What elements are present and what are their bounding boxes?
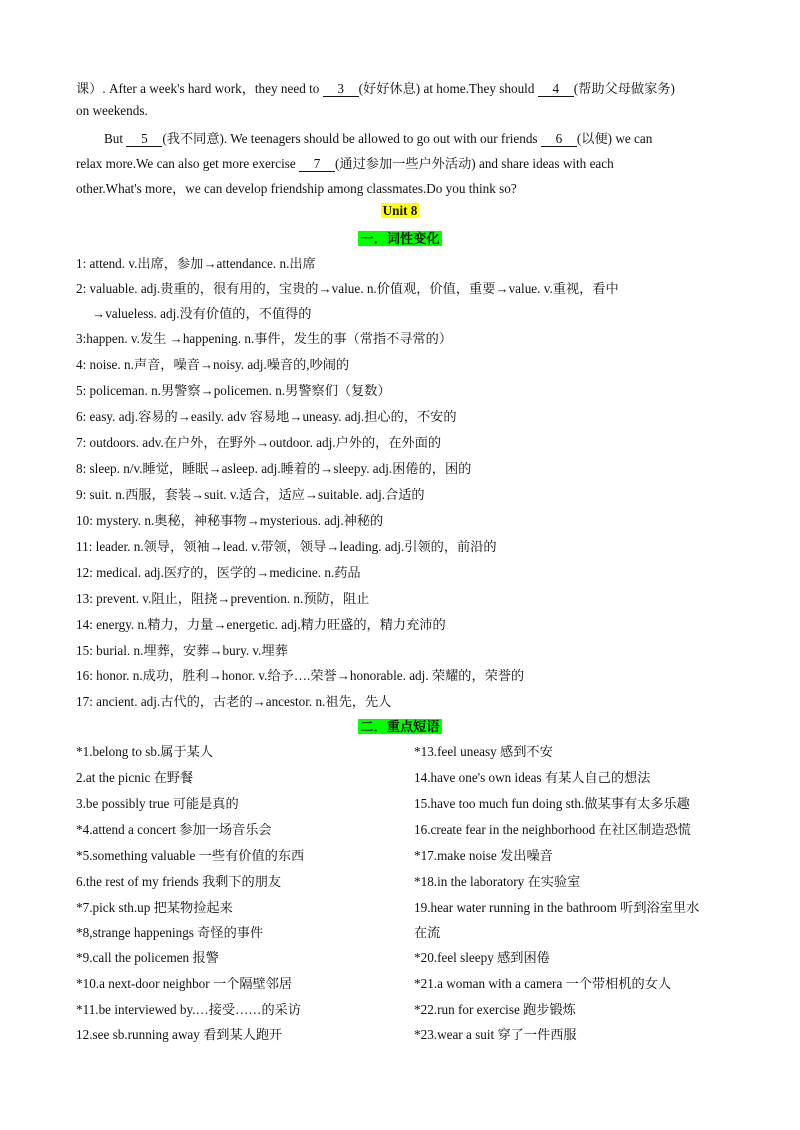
- blank-3: 3: [323, 82, 359, 97]
- passage-text: (我不同意). We teenagers should be allowed to go out with our friends: [162, 131, 541, 146]
- word-form-item: 4: noise. n.声音，噪音→noisy. adj.噪音的,吵闹的: [76, 357, 350, 372]
- blank-6: 6: [541, 132, 577, 147]
- passage-line-3: [104, 128, 652, 147]
- passage-text: (好好休息) at home.They should: [358, 81, 538, 96]
- word-form-item: →valueless. adj.没有价值的，不值得的: [92, 306, 312, 321]
- word-form-item: 3:happen. v.发生 →happening. n.事件，发生的事（常指不寻常的）: [76, 331, 453, 346]
- section2-title: 二．重点短语: [360, 719, 440, 734]
- word-form-item: 8: sleep. n/v.睡觉，睡眠→asleep. adj.睡着的→sleepy. adj.困倦的，困的: [76, 461, 472, 476]
- phrase-item: *5.something valuable 一些有价值的东西: [76, 848, 305, 863]
- phrase-item: *8,strange happenings 奇怪的事件: [76, 925, 264, 940]
- phrase-item: *13.feel uneasy 感到不安: [414, 744, 553, 759]
- section1-title: 一．词性变化: [360, 231, 440, 246]
- word-form-item: 6: easy. adj.容易的→easily. adv 容易地→uneasy. adj.担心的，不安的: [76, 409, 457, 424]
- word-form-item: 16: honor. n.成功，胜利→honor. v.给予….荣誉→honorable. adj. 荣耀的，荣誉的: [76, 668, 525, 683]
- unit-title-row: [0, 203, 800, 219]
- passage-text: relax more.We can also get more exercise: [76, 156, 300, 171]
- phrase-item: *4.attend a concert 参加一场音乐会: [76, 822, 272, 837]
- word-form-item: 2: valuable. adj.贵重的，很有用的，宝贵的→value. n.价值观，价值，重要→value. v.重视，看中: [76, 281, 619, 296]
- word-form-item: 17: ancient. adj.古代的，古老的→ancestor. n.祖先，先人: [76, 694, 392, 709]
- word-form-item: 15: burial. n.埋葬，安葬→bury. v.埋葬: [76, 643, 288, 658]
- phrase-item: *21.a woman with a camera 一个带相机的女人: [414, 976, 672, 991]
- passage-line-2: on weekends.: [76, 103, 148, 118]
- phrase-item: *9.call the policemen 报警: [76, 950, 219, 965]
- passage-text: 课）. After a week's hard work，they need to: [76, 81, 323, 96]
- word-form-item: 9: suit. n.西服，套装→suit. v.适合，适应→suitable. adj.合适的: [76, 487, 425, 502]
- phrase-item: *22.run for exercise 跑步锻炼: [414, 1002, 576, 1017]
- word-form-item: 1: attend. v.出席，参加→attendance. n.出席: [76, 256, 316, 271]
- word-form-item: 11: leader. n.领导，领袖→lead. v.带领，领导→leading. adj.引领的，前沿的: [76, 539, 497, 554]
- phrase-item: 2.at the picnic 在野餐: [76, 770, 194, 785]
- section2-title-row: [0, 716, 800, 735]
- blank-4: 4: [538, 82, 574, 97]
- passage-text: But: [104, 131, 127, 146]
- phrase-item: 15.have too much fun doing sth.做某事有太多乐趣: [414, 796, 690, 811]
- unit-title: Unit 8: [382, 203, 418, 218]
- word-form-item: 10: mystery. n.奥秘，神秘事物→mysterious. adj.神秘的: [76, 513, 384, 528]
- phrase-item: 14.have one's own ideas 有某人自己的想法: [414, 770, 651, 785]
- phrase-item: 3.be possibly true 可能是真的: [76, 796, 239, 811]
- phrase-item: 19.hear water running in the bathroom 听到浴室里水: [414, 900, 700, 915]
- word-form-item: 5: policeman. n.男警察→policemen. n.男警察们（复数）: [76, 383, 391, 398]
- phrase-item: *20.feel sleepy 感到困倦: [414, 950, 550, 965]
- passage-text: (以便) we can: [576, 131, 653, 146]
- word-form-item: 12: medical. adj.医疗的，医学的→medicine. n.药品: [76, 565, 361, 580]
- phrase-item: *10.a next-door neighbor 一个隔壁邻居: [76, 976, 293, 991]
- word-form-item: 14: energy. n.精力，力量→energetic. adj.精力旺盛的，精力充沛的: [76, 617, 446, 632]
- section1-title-row: [0, 228, 800, 247]
- phrase-item: 12.see sb.running away 看到某人跑开: [76, 1027, 283, 1042]
- passage-text: (帮助父母做家务): [573, 81, 675, 96]
- phrase-item: *17.make noise 发出噪音: [414, 848, 553, 863]
- phrase-item: *18.in the laboratory 在实验室: [414, 874, 581, 889]
- phrase-item: *11.be interviewed by.…接受……的采访: [76, 1002, 302, 1017]
- word-form-item: 7: outdoors. adv.在户外，在野外→outdoor. adj.户外的，在外面的: [76, 435, 442, 450]
- blank-7: 7: [299, 157, 335, 172]
- phrase-item-continued: 在流: [414, 925, 441, 940]
- word-form-item: 13: prevent. v.阻止，阻挠→prevention. n.预防，阻止: [76, 591, 370, 606]
- phrase-item: 16.create fear in the neighborhood 在社区制造恐慌: [414, 822, 691, 837]
- passage-line-4: [76, 153, 614, 172]
- passage-text: (通过参加一些户外活动) and share ideas with each: [335, 156, 614, 171]
- phrase-item: *7.pick sth.up 把某物捡起来: [76, 900, 233, 915]
- phrase-item: 6.the rest of my friends 我剩下的朋友: [76, 874, 282, 889]
- phrase-item: *23.wear a suit 穿了一件西服: [414, 1027, 577, 1042]
- passage-line-5: other.What's more，we can develop friendship among classmates.Do you think so?: [76, 181, 517, 196]
- passage-line-1: [76, 78, 675, 97]
- phrase-item: *1.belong to sb.属于某人: [76, 744, 214, 759]
- blank-5: 5: [126, 132, 162, 147]
